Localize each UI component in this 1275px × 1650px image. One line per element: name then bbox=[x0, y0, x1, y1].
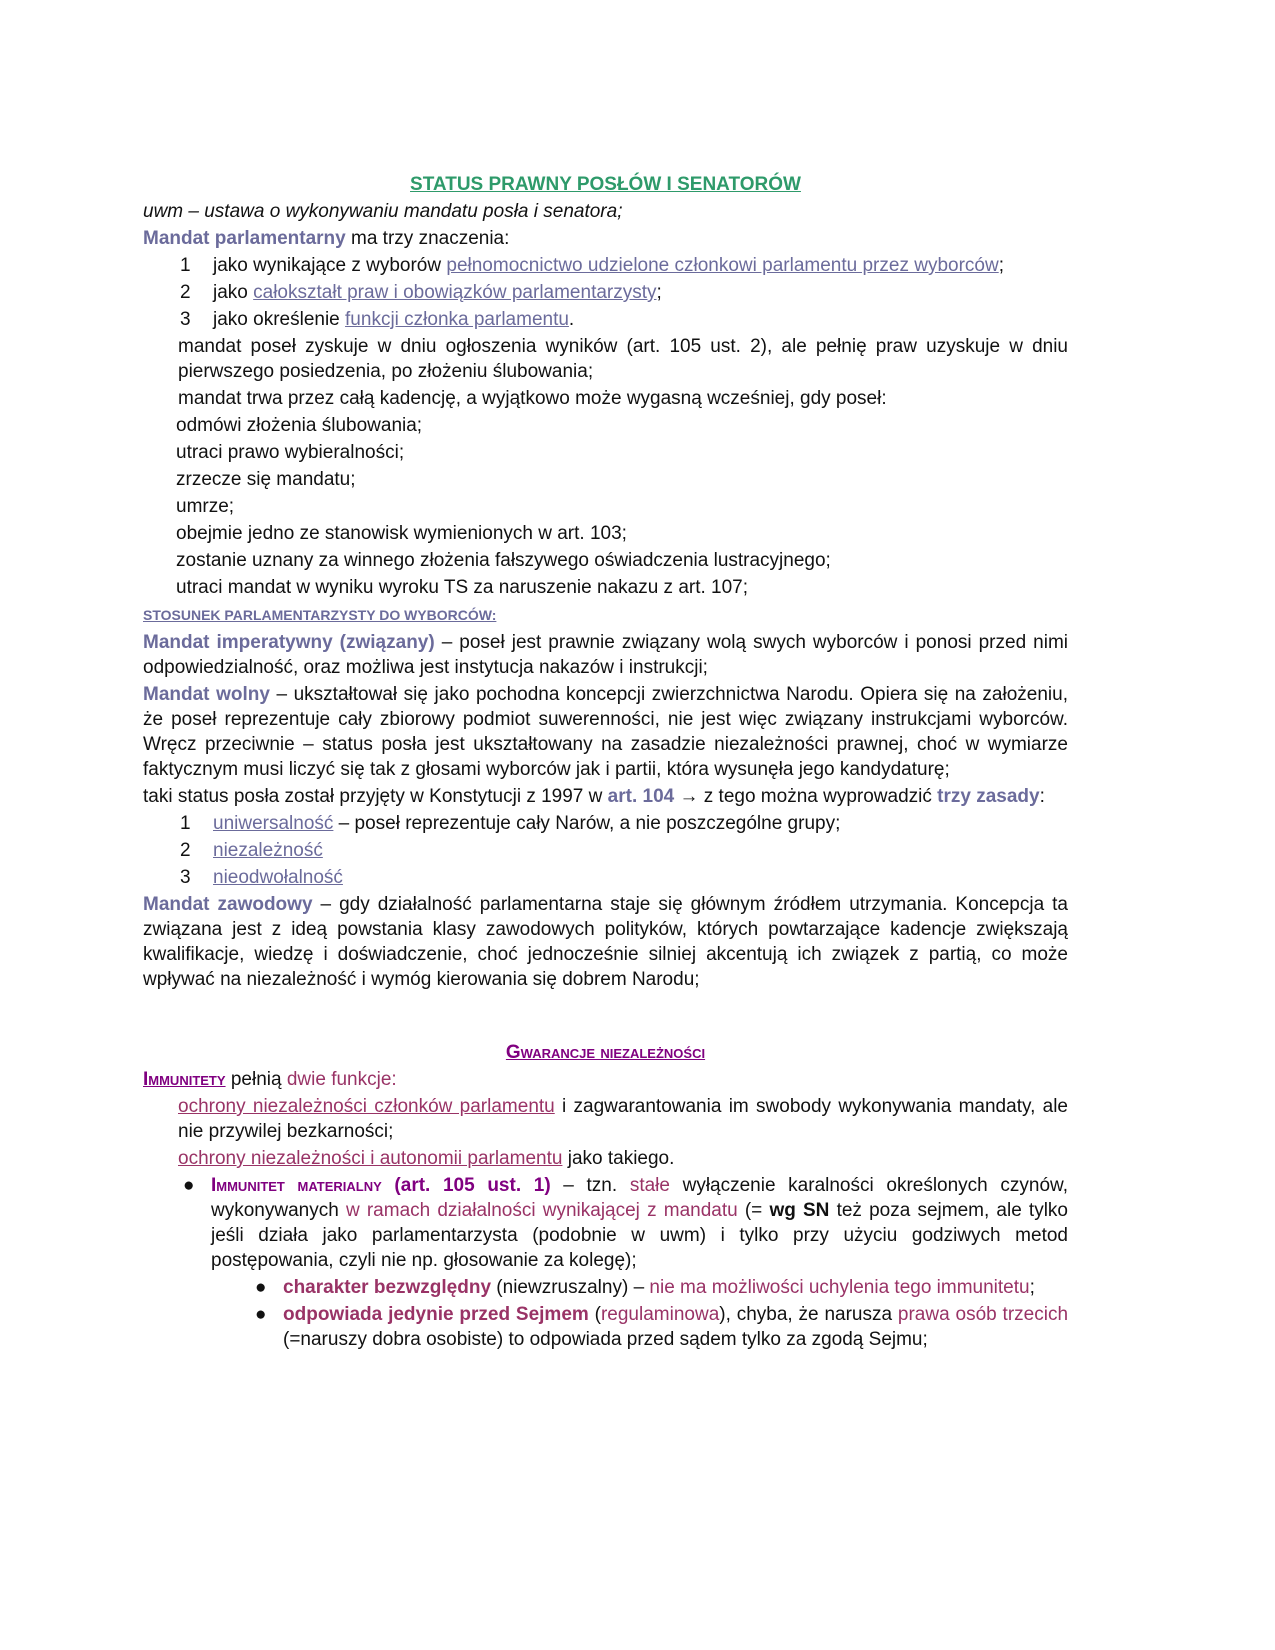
list-item-text bbox=[211, 1173, 1068, 1273]
styled-text: niezależność bbox=[213, 840, 323, 861]
text: umrze; bbox=[176, 496, 235, 517]
list-item bbox=[143, 1173, 1068, 1273]
list-number: 2 bbox=[180, 282, 191, 303]
list-item bbox=[143, 280, 1068, 305]
styled-text: Mandat parlamentarny bbox=[143, 228, 346, 249]
text: obejmie jedno ze stanowisk wymienionych w art. 103; bbox=[176, 523, 627, 544]
bullet-icon: ● bbox=[255, 1277, 267, 1298]
text: – gdy działalność parlamentarna staje się głównym źródłem utrzymania. Koncepcja ta związana jest z ideą powstania klasy zawodowych polityków, których powtarzające kadencje zwiększają kwalifikacje, wiedzę i doświadczenie, choć jednocześnie silniej akcentują ich związek z partią, co może wpływać na niezależność i wymóg kierowania się dobrem Narodu; bbox=[143, 894, 1068, 990]
list-item-text bbox=[213, 253, 1068, 278]
text: ; bbox=[656, 282, 662, 303]
paragraph bbox=[143, 467, 1068, 492]
paragraph bbox=[143, 784, 1068, 809]
text: ma trzy znaczenia: bbox=[345, 228, 510, 249]
paragraph bbox=[143, 892, 1068, 992]
text: ; bbox=[998, 255, 1004, 276]
paragraph bbox=[143, 494, 1068, 519]
styled-text: Mandat imperatywny (związany) bbox=[143, 632, 435, 653]
styled-text: całokształt praw i obowiązków parlamentarzysty bbox=[253, 282, 657, 303]
text: zrzecze się mandatu; bbox=[176, 469, 356, 490]
paragraph bbox=[143, 440, 1068, 465]
text: ; bbox=[1029, 1277, 1035, 1298]
paragraph bbox=[143, 226, 1068, 251]
text: wyłączenie karalności określonych czynów, wykonywanych bbox=[211, 1175, 1068, 1221]
list-item-text bbox=[283, 1275, 1068, 1300]
styled-text: Immunitet materialny bbox=[211, 1175, 382, 1196]
text: zostanie uznany za winnego złożenia fałszywego oświadczenia lustracyjnego; bbox=[176, 550, 831, 571]
paragraph bbox=[143, 413, 1068, 438]
styled-text: STATUS PRAWNY POSŁÓW I SENATORÓW bbox=[410, 174, 801, 195]
styled-text: w ramach działalności wynikającej z mandatu bbox=[345, 1200, 738, 1221]
styled-text: uniwersalność bbox=[213, 813, 334, 834]
list-item bbox=[143, 307, 1068, 332]
paragraph bbox=[143, 682, 1068, 782]
styled-text: Mandat wolny bbox=[143, 684, 270, 705]
styled-text: art. 104 bbox=[607, 786, 675, 807]
text: też poza sejmem, ale tylko jeśli działa jako parlamentarzysta (podobnie w uwm) i tylko przy użyciu godziwych metod postępowania, czyli nie np. głosowanie za kolegę); bbox=[211, 1200, 1068, 1271]
styled-text: nie ma możliwości uchylenia tego immunitetu bbox=[649, 1277, 1030, 1298]
styled-text: pełnomocnictwo udzielone członkowi parlamentu przez wyborców bbox=[446, 255, 999, 276]
styled-text: Mandat zawodowy bbox=[143, 894, 313, 915]
styled-text: uwm – ustawa o wykonywaniu mandatu posła i senatora; bbox=[143, 201, 623, 222]
text: – ukształtował się jako pochodna koncepcji zwierzchnictwa Narodu. Opiera się na założeniu, że poseł reprezentuje cały zbiorowy podmiot suwerenności, nie jest więc związany instrukcjami wyborców. Wręcz przeciwnie – status posła jest ukształtowany na zasadzie niezależności prawnej, choć w wymiarze faktycznym musi liczyć się tak z głosami wyborców jak i partii, która wysunęła jego kandydaturę; bbox=[143, 684, 1068, 780]
list-number: 2 bbox=[180, 840, 191, 861]
paragraph bbox=[143, 386, 1068, 411]
text: mandat trwa przez całą kadencję, a wyjątkowo może wygasną wcześniej, gdy poseł: bbox=[178, 388, 887, 409]
text: jako wynikające z wyborów bbox=[213, 255, 447, 276]
list-item-text bbox=[213, 838, 1068, 863]
section-heading bbox=[143, 1040, 1068, 1065]
paragraph bbox=[143, 575, 1068, 600]
text: . bbox=[568, 309, 575, 330]
list-item-text bbox=[213, 280, 1068, 305]
styled-text: dwie funkcje: bbox=[286, 1069, 397, 1090]
styled-text: prawa osób trzecich bbox=[897, 1304, 1069, 1325]
styled-text: (art. 105 ust. 1) bbox=[381, 1175, 551, 1196]
paragraph bbox=[143, 1067, 1068, 1092]
list-item bbox=[143, 253, 1068, 278]
list-item-text bbox=[213, 811, 1068, 836]
text: – poseł reprezentuje cały Narów, a nie poszczególne grupy; bbox=[333, 813, 841, 834]
text: pełnią bbox=[225, 1069, 287, 1090]
paragraph bbox=[143, 1146, 1068, 1171]
styled-text: funkcji członka parlamentu bbox=[345, 309, 569, 330]
styled-text: regulaminowa bbox=[600, 1304, 720, 1325]
list-item-text bbox=[213, 865, 1068, 890]
text: utraci prawo wybieralności; bbox=[176, 442, 405, 463]
list-number: 3 bbox=[180, 309, 191, 330]
paragraph bbox=[143, 521, 1068, 546]
text: – tzn. bbox=[550, 1175, 630, 1196]
styled-text: trzy zasady bbox=[937, 786, 1040, 807]
styled-text: charakter bezwzględny bbox=[283, 1277, 492, 1298]
list-item bbox=[143, 811, 1068, 836]
bullet-icon: ● bbox=[255, 1304, 267, 1325]
text: → z tego można wyprowadzić bbox=[674, 786, 938, 807]
bullet-icon: ● bbox=[183, 1175, 195, 1196]
text: jako takiego. bbox=[562, 1148, 675, 1169]
styled-text: ochrony niezależności i autonomii parlamentu bbox=[178, 1148, 563, 1169]
text: mandat poseł zyskuje w dniu ogłoszenia wyników (art. 105 ust. 2), ale pełnię praw uzyskuje w dniu pierwszego posiedzenia, po złożeniu ślubowania; bbox=[178, 336, 1068, 382]
text: jako określenie bbox=[213, 309, 346, 330]
text: – poseł jest prawnie związany wolą swych wyborców i ponosi przed nimi odpowiedzialność, oraz możliwa jest instytucja nakazów i instrukcji; bbox=[143, 632, 1068, 678]
paragraph bbox=[143, 602, 1068, 628]
text: (= bbox=[737, 1200, 770, 1221]
styled-text: Gwarancje niezależności bbox=[505, 1042, 706, 1063]
text: taki status posła został przyjęty w Konstytucji z 1997 w bbox=[143, 786, 608, 807]
list-number: 3 bbox=[180, 867, 191, 888]
list-item bbox=[143, 865, 1068, 890]
paragraph bbox=[143, 548, 1068, 573]
list-item-text bbox=[283, 1302, 1068, 1352]
styled-text: odpowiada jedynie przed Sejmem bbox=[283, 1304, 589, 1325]
text: odmówi złożenia ślubowania; bbox=[176, 415, 423, 436]
styled-text: Immunitety bbox=[143, 1069, 226, 1090]
styled-text: ochrony niezależności członków parlamentu bbox=[178, 1096, 555, 1117]
list-item-text bbox=[213, 307, 1068, 332]
text: ), chyba, że narusza bbox=[719, 1304, 898, 1325]
text: i zagwarantowania im swobody wykonywania mandaty, ale nie przywilej bezkarności; bbox=[178, 1096, 1068, 1142]
list-item bbox=[143, 1275, 1068, 1300]
styled-text: nieodwołalność bbox=[213, 867, 343, 888]
paragraph bbox=[143, 334, 1068, 384]
styled-text: wg SN bbox=[769, 1200, 830, 1221]
list-number: 1 bbox=[180, 255, 191, 276]
styled-text: STOSUNEK PARLAMENTARZYSTY DO WYBORCÓW: bbox=[143, 607, 497, 623]
styled-text: stałe bbox=[629, 1175, 670, 1196]
text: utraci mandat w wyniku wyroku TS za naruszenie nakazu z art. 107; bbox=[176, 577, 749, 598]
text: (=naruszy dobra osobiste) to odpowiada przed sądem tylko za zgodą Sejmu; bbox=[283, 1329, 928, 1350]
text: jako bbox=[213, 282, 254, 303]
paragraph bbox=[143, 630, 1068, 680]
list-number: 1 bbox=[180, 813, 191, 834]
text: (niewzruszalny) – bbox=[491, 1277, 650, 1298]
document-page bbox=[143, 172, 1068, 1352]
text: : bbox=[1039, 786, 1045, 807]
paragraph bbox=[143, 199, 1068, 224]
text: ( bbox=[588, 1304, 601, 1325]
paragraph bbox=[143, 1094, 1068, 1144]
list-item bbox=[143, 838, 1068, 863]
section-heading bbox=[143, 172, 1068, 197]
list-item bbox=[143, 1302, 1068, 1352]
